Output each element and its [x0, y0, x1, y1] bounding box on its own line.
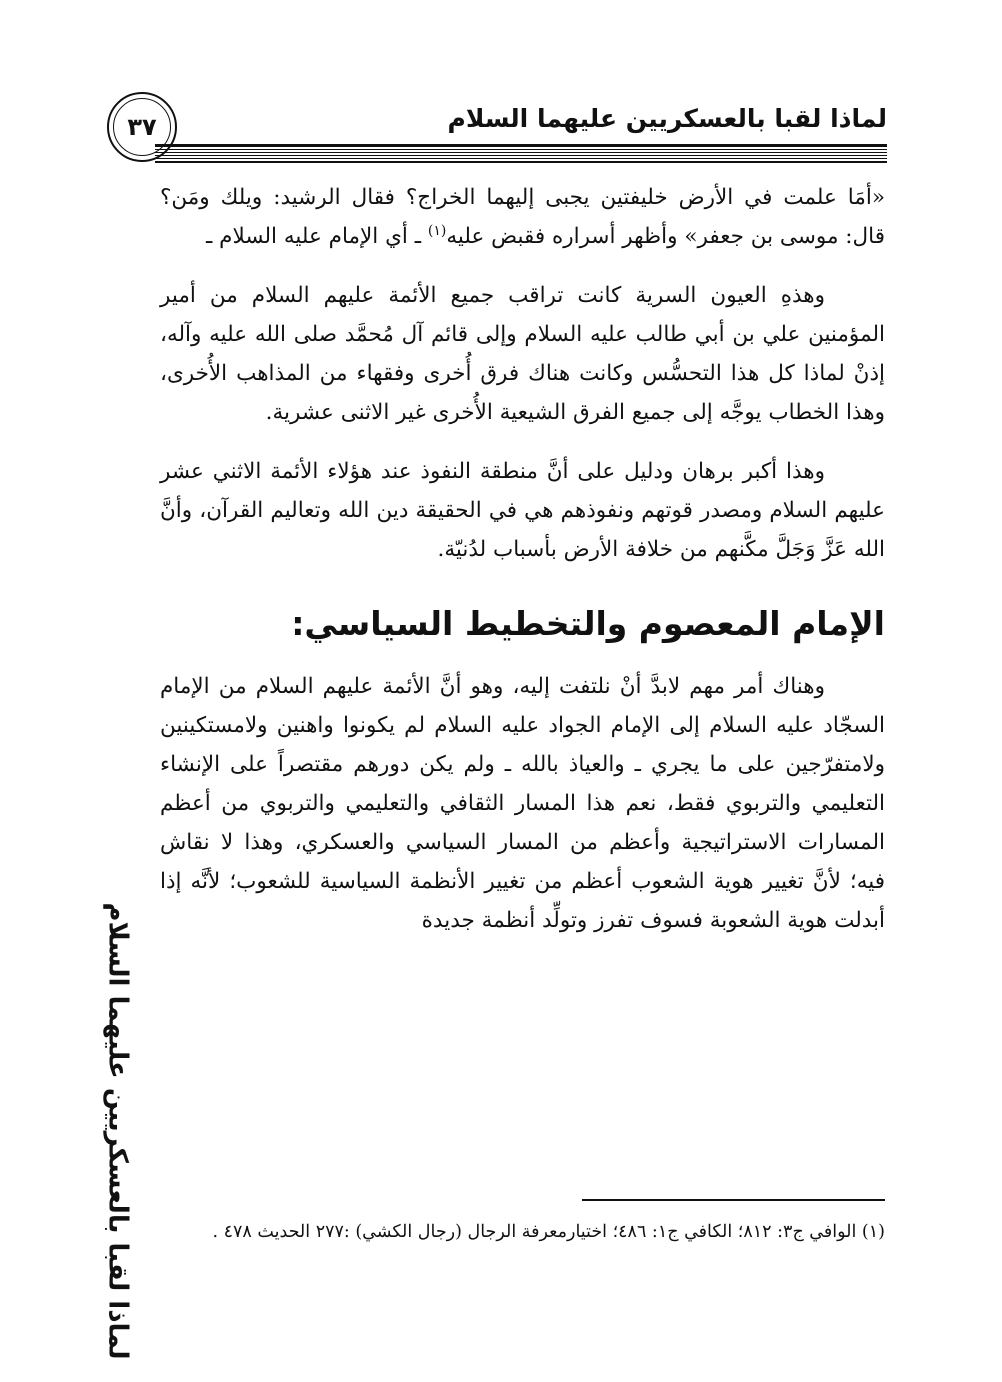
footnote-reference: (١) [427, 222, 447, 239]
page-number: ٣٧ [113, 98, 171, 156]
side-running-title [96, 902, 140, 1360]
page-body [160, 178, 885, 960]
quote-paragraph [160, 178, 885, 256]
body-paragraph: وهذهِ العيون السرية كانت تراقب جميع الأئمة عليهم السلام من أمير المؤمنين علي بن أبي طالب عليه السلام وإلى قائم آل مُحمَّد صلى الله عليه وآله، إذنْ لماذا كل هذا التحسُّس وكانت هناك فرق أُخرى وفقهاء من المذاهب الأُخرى، وهذا الخطاب يوجَّه إلى جميع الفرق الشيعية الأُخرى غير الاثنى عشرية. [160, 283, 885, 425]
footnote: (١) الوافي ج٣: ٨١٢؛ الكافي ج١: ٤٨٦؛ اختيارمعرفة الرجال (رجال الكشي) :٢٧٧ الحديث ٤٧٨ . [212, 1222, 885, 1242]
side-title-text: لماذا لقبا بالعسكريين عليهما السلام [103, 902, 133, 1360]
footnote-separator [582, 1199, 885, 1201]
body-paragraph: وهناك أمر مهم لابدَّ أنْ نلتفت إليه، وهو أنَّ الأئمة عليهم السلام من الإمام السجّاد عليه السلام إلى الإمام الجواد عليه السلام لم يكونوا واهنين ولامستكينين ولامتفرّجين على ما يجري ـ والعياذ بالله ـ ولم يكن دورهم مقتصراً على الإنشاء التعليمي والتربوي فقط، نعم هذا المسار الثقافي والتعليمي والتربوي من أعظم المسارات الاستراتيجية وأعظم من المسار السياسي والعسكري، وهذا لا نقاش فيه؛ لأنَّ تغيير هوية الشعوب أعظم من تغيير الأنظمة السياسية للشعوب؛ لأنَّه إذا أبدلت هوية الشعوبة فسوف تفرز وتولِّد أنظمة جديدة [160, 674, 885, 933]
section-heading: الإمام المعصوم والتخطيط السياسي: [291, 604, 885, 643]
running-title: لماذا لقبا بالعسكريين عليهما السلام [447, 104, 887, 133]
body-paragraph: وهذا أكبر برهان ودليل على أنَّ منطقة النفوذ عند هؤلاء الأئمة الاثني عشر عليهم السلام ومصدر قوتهم ونفوذهم هي في الحقيقة دين الله وتعاليم القرآن، وأنَّ الله عَزَّ وَجَلَّ مكَّنهم من خلافة الأرض بأسباب لدُنيّة. [160, 459, 885, 562]
header-rule [155, 144, 887, 166]
quote-tail: ـ أي الإمام عليه السلام ـ [206, 224, 428, 249]
quote-text: «أمَا علمت في الأرض خليفتين يجبى إليهما الخراج؟ فقال الرشيد: ويلك ومَن؟ قال: موسى بن جعفر» وأظهر أسراره فقبض عليه [160, 185, 885, 249]
